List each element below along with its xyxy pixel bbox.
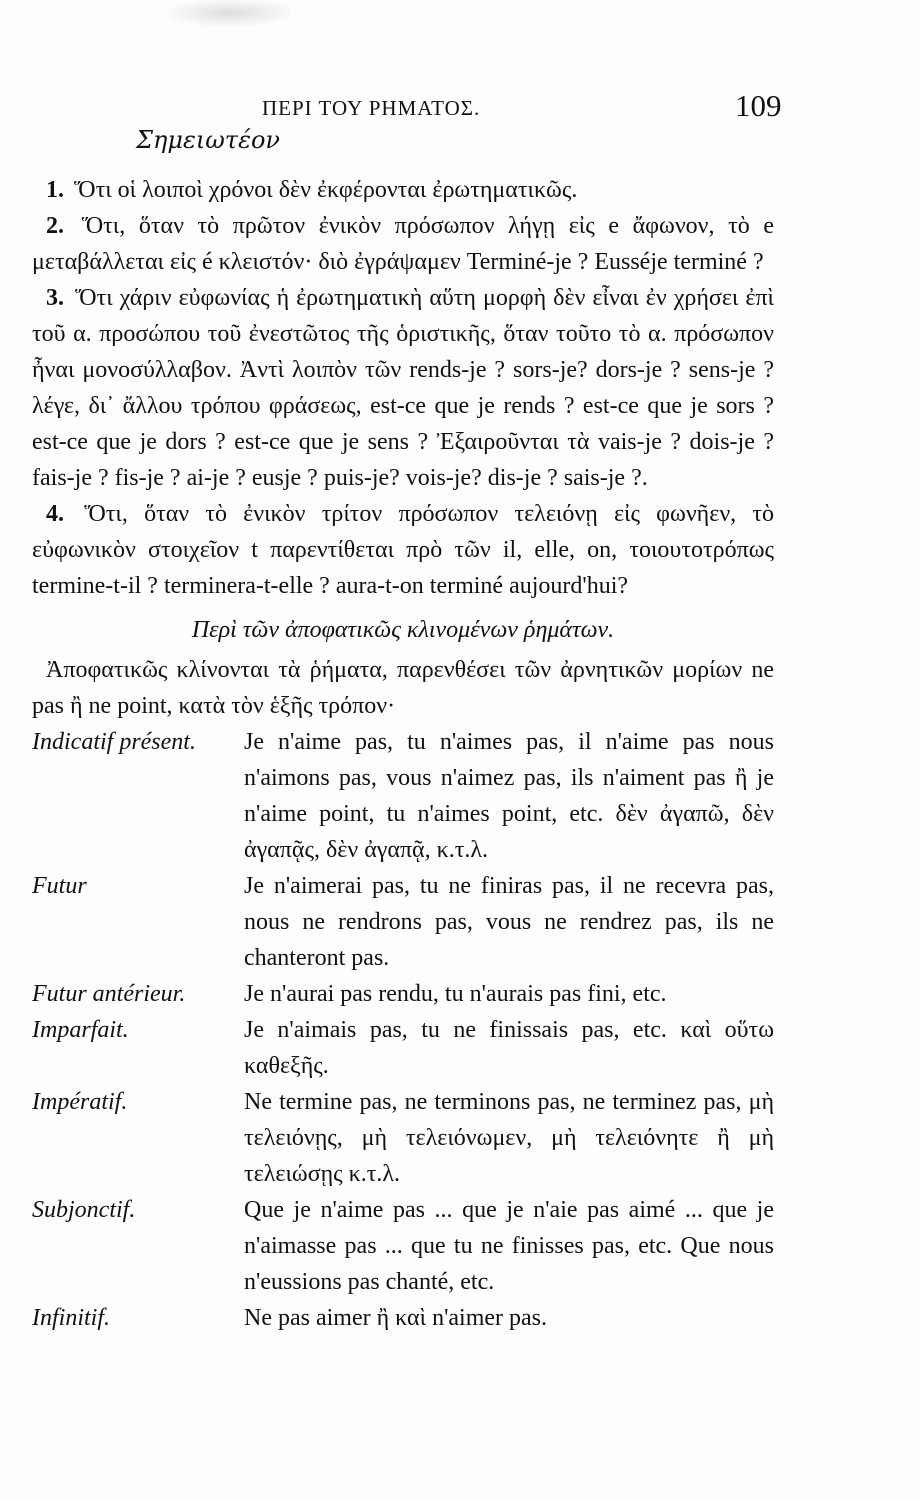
page-number: 109 — [735, 88, 782, 123]
conjugation-row — [32, 1084, 774, 1192]
item-text: Ὅτι, ὅταν τὸ πρῶτον ἐνικὸν πρόσωπον λήγῃ εἰς e ἄφωνον, τὸ e μεταβάλλεται εἰς é κλειστόν· διὸ ἐγράψαμεν Terminé-je ? Eusséje terminé ? — [32, 213, 774, 275]
conjugation-text: Je n'aurai pas rendu, tu n'aurais pas fini, etc. — [244, 981, 667, 1007]
conjugation-text: Je n'aimerai pas, tu ne finiras pas, il ne recevra pas, nous ne rendrons pas, vous ne rendrez pas, ils ne chanteront pas. — [244, 873, 774, 971]
item-number: 3. — [46, 285, 64, 311]
note-title: Σημειωτέον — [136, 126, 280, 154]
section-intro: Ἀποφατικῶς κλίνονται τὰ ῥήματα, παρενθέσει τῶν ἀρνητικῶν μορίων ne pas ἢ ne point, κατὰ τὸν ἑξῆς τρόπον· — [32, 657, 774, 719]
item-text: Ὅτι, ὅταν τὸ ἐνικὸν τρίτον πρόσωπον τελειόνῃ εἰς φωνῆεν, τὸ εὐφωνικὸν στοιχεῖον t παρεντίθεται πρὸ τῶν il, elle, on, τοιουτοτρόπως termine-t-il ? terminera-t-elle ? aura-t-on terminé aujourd'hui? — [32, 501, 775, 599]
running-head: ΠΕΡΙ ΤΟΥ ΡΗΜΑΤΟΣ. — [262, 96, 481, 120]
note-item-3 — [32, 280, 774, 496]
tense-label: Infinitif. — [32, 1305, 110, 1331]
conjugation-row — [32, 976, 774, 1012]
item-number: 2. — [46, 213, 64, 239]
item-text: Ὅτι χάριν εὐφωνίας ἡ ἐρωτηματικὴ αὕτη μορφὴ δὲν εἶναι ἐν χρήσει ἐπὶ τοῦ α. προσώπου τοῦ ἐνεστῶτος τῆς ὁριστικῆς, ὅταν τοῦτο τὸ α. πρόσωπον ἦναι μονοσύλλαβον. Ἀντὶ λοιπὸν τῶν rends-je ? sors-je? dors-je ? sens-je ? λέγε, δι᾽ ἄλλου τρόπου φράσεως, est-ce que je rends ? est-ce que je sors ? est-ce que je dors ? est-ce que je sens ? Ἐξαιροῦνται τὰ vais-je ? dois-je ? fais-je ? fis-je ? ai-je ? eusje ? puis-je? vois-je? dis-je ? sais-je ?. — [32, 285, 775, 491]
tense-label: Imparfait. — [32, 1017, 129, 1043]
tense-label: Indicatif présent. — [32, 729, 196, 755]
tense-label: Futur — [32, 873, 87, 899]
conjugation-text: Ne termine pas, ne terminons pas, ne terminez pas, μὴ τελειόνῃς, μὴ τελειόνωμεν, μὴ τελειόνητε ἢ μὴ τελειώσῃς κ.τ.λ. — [244, 1089, 774, 1187]
item-number: 1. — [46, 177, 64, 203]
item-text: Ὅτι οἱ λοιποὶ χρόνοι δὲν ἐκφέρονται ἐρωτηματικῶς. — [74, 177, 578, 203]
tense-label: Futur antérieur. — [32, 981, 186, 1007]
conjugation-row — [32, 1192, 774, 1300]
item-number: 4. — [46, 501, 64, 527]
conjugation-row — [32, 1012, 774, 1084]
conjugation-text: Je n'aimais pas, tu ne finissais pas, etc. καὶ οὕτω καθεξῆς. — [244, 1017, 774, 1079]
tense-label: Impératif. — [32, 1089, 128, 1115]
scan-smudge — [170, 0, 290, 26]
conjugation-text: Ne pas aimer ἢ καὶ n'aimer pas. — [244, 1305, 548, 1331]
note-item-1 — [46, 172, 774, 208]
conjugation-row — [32, 724, 774, 868]
conjugation-text: Je n'aime pas, tu n'aimes pas, il n'aime pas nous n'aimons pas, vous n'aimez pas, ils n'aiment pas ἢ je n'aime point, tu n'aimes point, etc. δὲν ἀγαπῶ, δὲν ἀγαπᾷς, δὲν ἀγαπᾷ, κ.τ.λ. — [244, 729, 774, 863]
conjugation-row — [32, 1300, 774, 1336]
note-item-4 — [32, 496, 774, 604]
conjugation-text: Que je n'aime pas ... que je n'aie pas aimé ... que je n'aimasse pas ... que tu ne finisses pas, etc. Que nous n'eussions pas chanté, etc. — [244, 1197, 774, 1295]
section-heading: Περὶ τῶν ἀποφατικῶς κλινομένων ῥημάτων. — [191, 617, 615, 643]
page-body — [32, 160, 774, 1336]
conjugation-row — [32, 868, 774, 976]
note-item-2 — [32, 208, 774, 280]
tense-label: Subjonctif. — [32, 1197, 136, 1223]
